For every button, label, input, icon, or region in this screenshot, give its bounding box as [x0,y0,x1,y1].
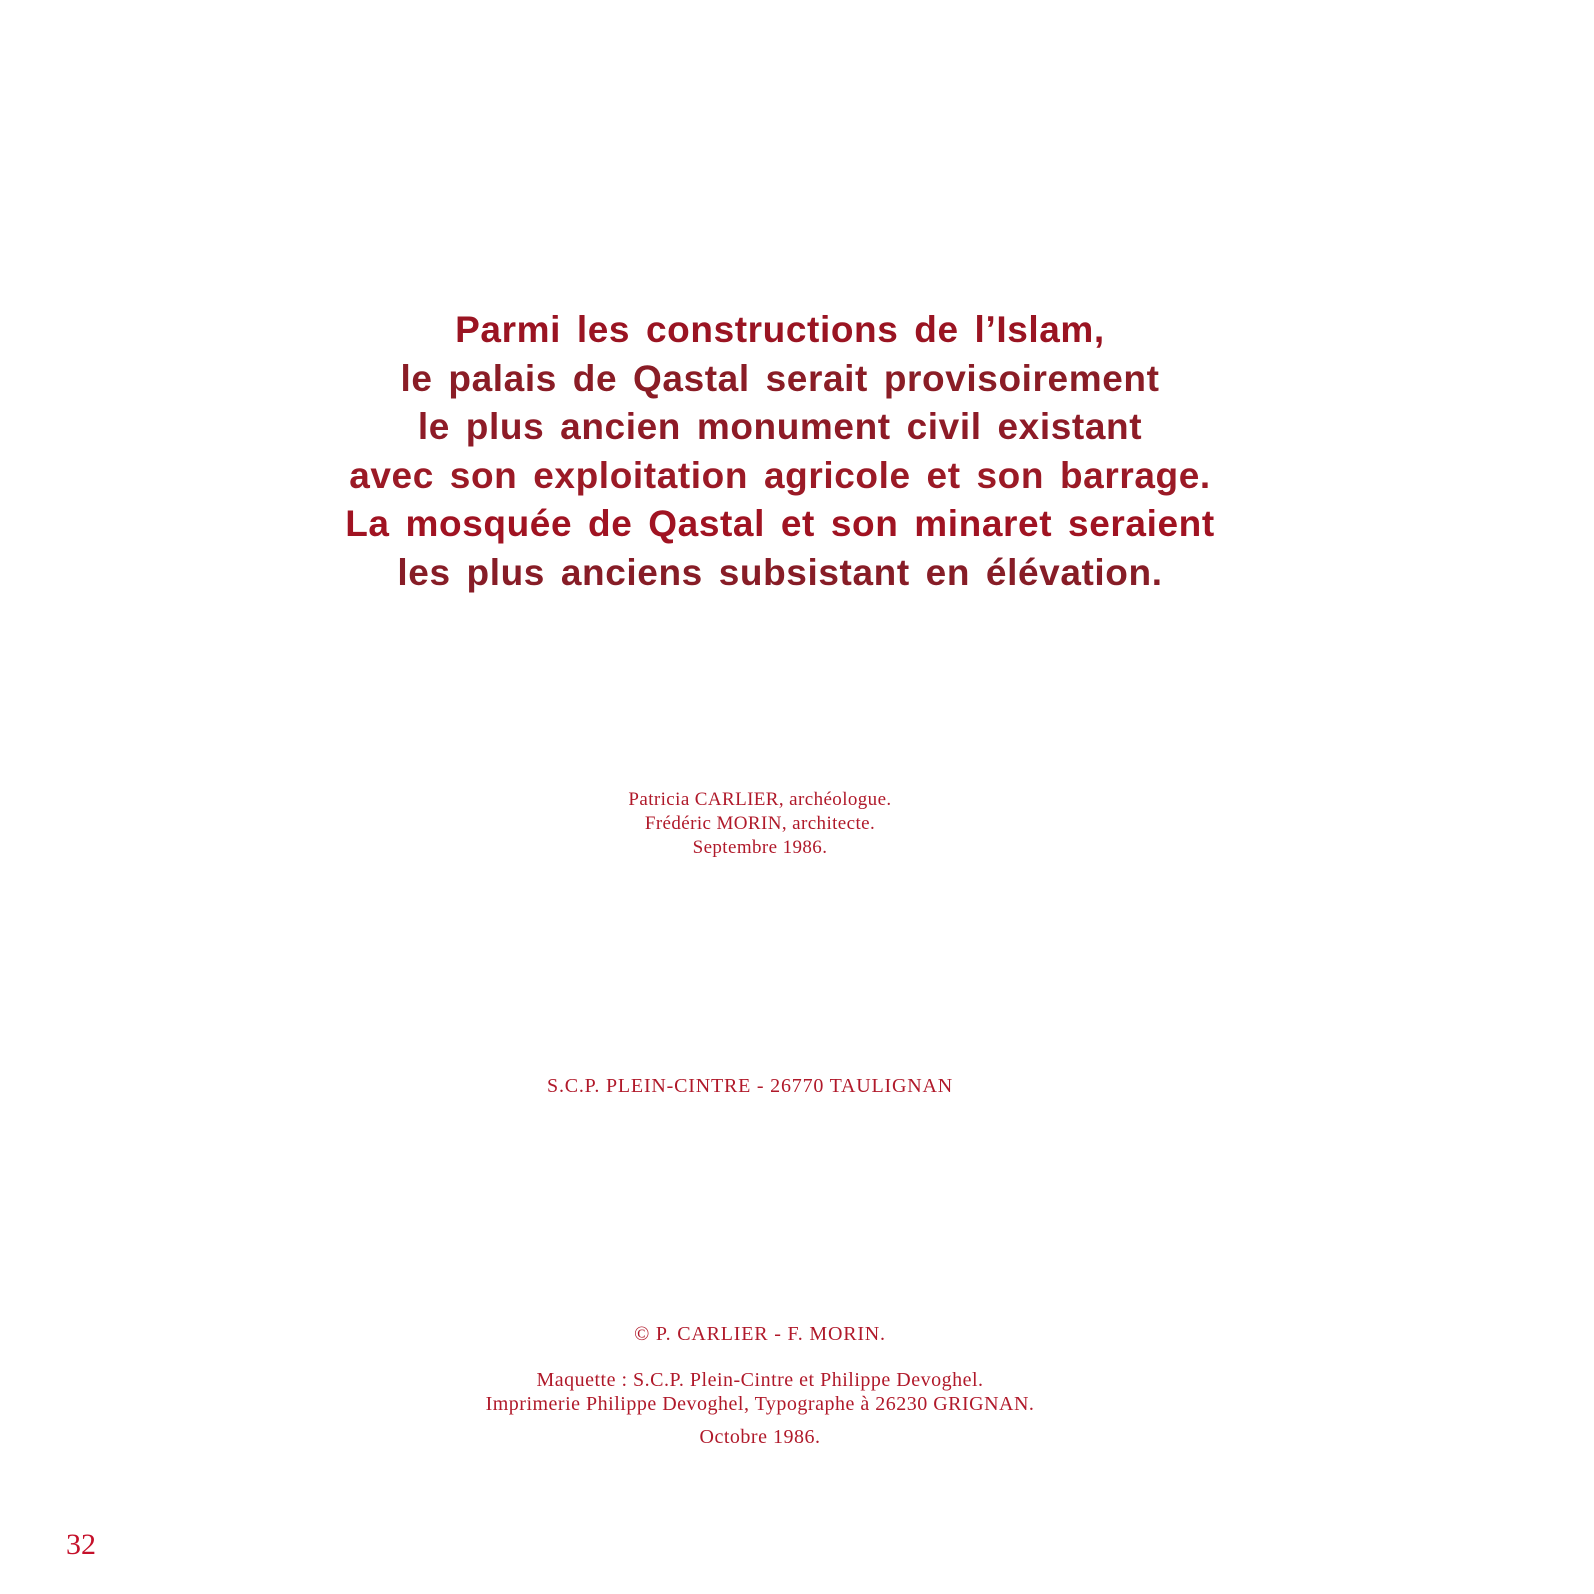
page-number: 32 [66,1528,96,1561]
statement-line: La mosquée de Qastal et son minaret seraient [345,503,1215,544]
copyright-line: © P. CARLIER - F. MORIN. [634,1323,886,1345]
statement-line: les plus anciens subsistant en élévation. [397,551,1163,593]
layout-credit: Maquette : S.C.P. Plein-Cintre et Philippe Devoghel. [536,1369,984,1391]
authors-date: Septembre 1986. [692,837,828,858]
statement-line: le palais de Qastal serait provisoirement [400,357,1160,399]
statement-line: avec son exploitation agricole et son barrage. [349,454,1211,496]
printer-credit: Imprimerie Philippe Devoghel, Typographe à 26230 GRIGNAN. [485,1393,1035,1415]
author-carlier: Patricia CARLIER, archéologue. [628,789,892,810]
credits-block [380,1368,1140,1416]
publisher-line: S.C.P. PLEIN-CINTRE - 26770 TAULIGNAN [547,1075,953,1097]
print-date: Octobre 1986. [699,1426,821,1448]
statement-line: le plus ancien monument civil existant [417,406,1143,447]
authors-block [500,788,1020,860]
author-morin: Frédéric MORIN, architecte. [644,813,876,834]
statement-line: Parmi les constructions de l’Islam, [455,309,1105,350]
main-statement [220,306,1340,597]
